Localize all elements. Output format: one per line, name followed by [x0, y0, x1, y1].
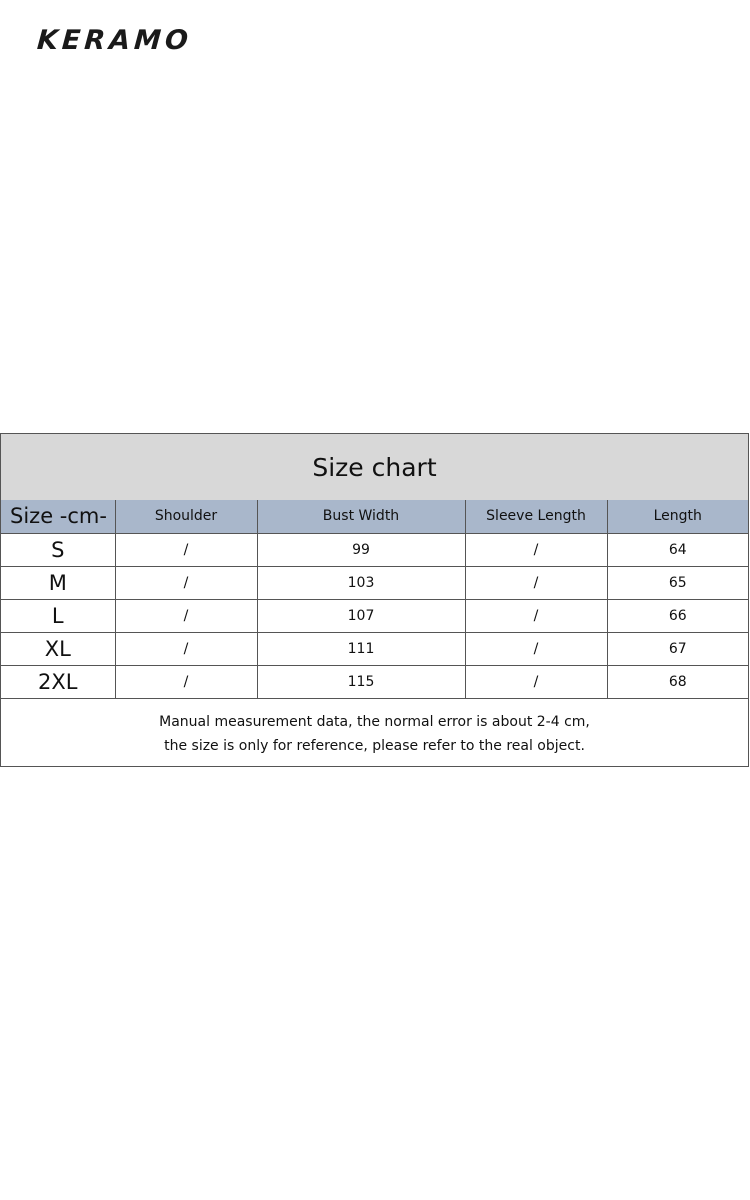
sleeve-length-cell: /	[465, 665, 607, 698]
table-row	[1, 533, 748, 566]
bust-width-cell: 103	[257, 566, 465, 599]
size-chart-table	[0, 433, 749, 767]
shoulder-cell: /	[115, 599, 257, 632]
sleeve-length-cell: /	[465, 632, 607, 665]
size-cell: M	[1, 566, 115, 599]
shoulder-cell: /	[115, 566, 257, 599]
size-chart-grid	[1, 500, 748, 699]
length-cell: 67	[607, 632, 748, 665]
sleeve-length-cell: /	[465, 599, 607, 632]
size-cell: 2XL	[1, 665, 115, 698]
size-cell: L	[1, 599, 115, 632]
size-chart-title: Size chart	[1, 434, 748, 501]
header-sleeve-length: Sleeve Length	[465, 500, 607, 533]
bust-width-cell: 115	[257, 665, 465, 698]
shoulder-cell: /	[115, 665, 257, 698]
table-row	[1, 665, 748, 698]
header-row	[1, 500, 748, 533]
size-cell: S	[1, 533, 115, 566]
sleeve-length-cell: /	[465, 533, 607, 566]
header-size: Size -cm-	[1, 500, 115, 533]
header-length: Length	[607, 500, 748, 533]
table-row	[1, 632, 748, 665]
length-cell: 64	[607, 533, 748, 566]
brand-logo: KERAMO	[35, 25, 193, 56]
length-cell: 65	[607, 566, 748, 599]
table-row	[1, 599, 748, 632]
shoulder-cell: /	[115, 632, 257, 665]
note-line-1: Manual measurement data, the normal error is about 2-4 cm,	[159, 713, 590, 730]
note-line-2: the size is only for reference, please refer to the real object.	[164, 737, 585, 754]
size-cell: XL	[1, 632, 115, 665]
length-cell: 66	[607, 599, 748, 632]
header-bust-width: Bust Width	[257, 500, 465, 533]
bust-width-cell: 99	[257, 533, 465, 566]
bust-width-cell: 107	[257, 599, 465, 632]
bust-width-cell: 111	[257, 632, 465, 665]
shoulder-cell: /	[115, 533, 257, 566]
header-shoulder: Shoulder	[115, 500, 257, 533]
sleeve-length-cell: /	[465, 566, 607, 599]
length-cell: 68	[607, 665, 748, 698]
table-row	[1, 566, 748, 599]
measurement-note	[1, 701, 748, 766]
